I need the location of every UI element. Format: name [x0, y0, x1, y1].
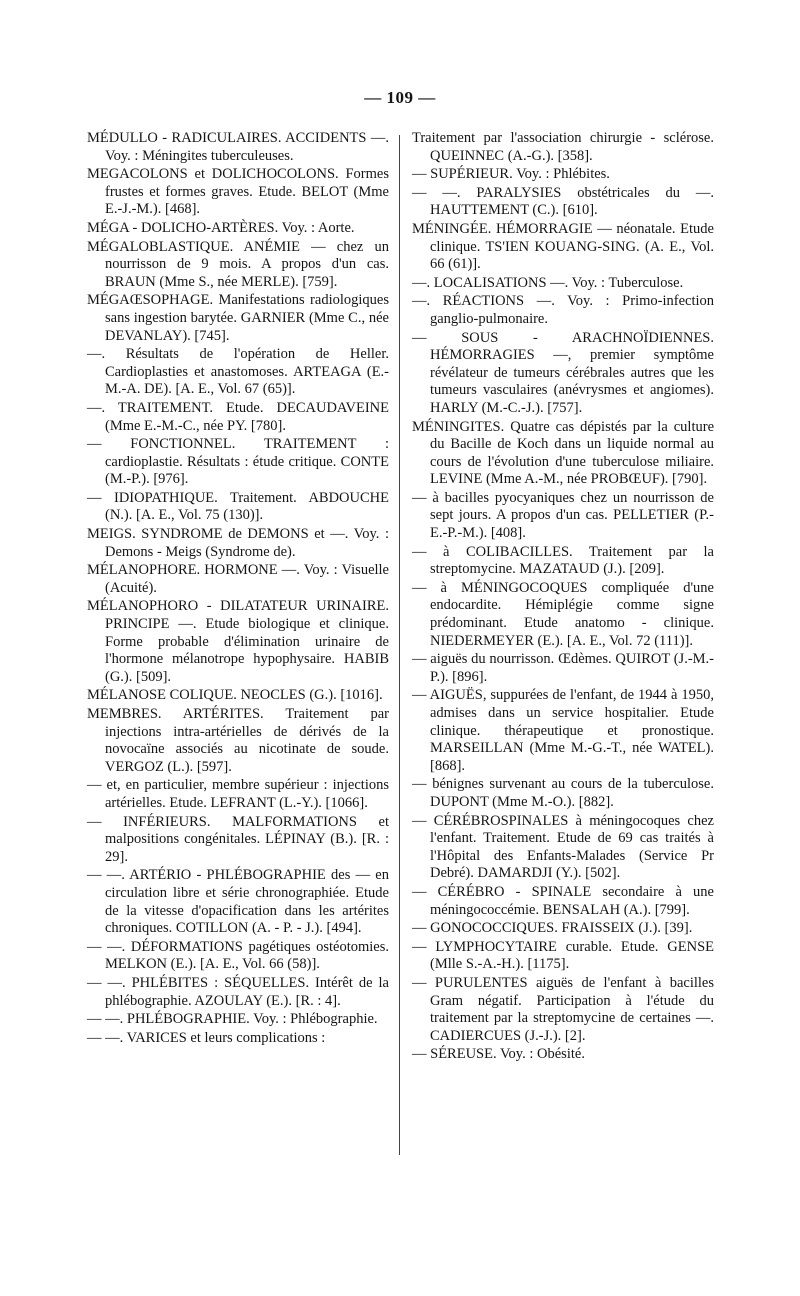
index-entry: —. Résultats de l'opération de Heller. Cardioplasties et anastomoses. ARTEAGA (E.-M.-A. DE). [A. E., Vol. 67 (65)]. — [87, 346, 389, 398]
index-entry: MÉNINGITES. Quatre cas dépistés par la culture du Bacille de Koch dans un liquide normal au cours de l'évolution d'une tuberculose miliaire. LEVINE (Mme A.-M., née PROBŒUF). [790]. — [412, 418, 714, 488]
column-divider — [399, 135, 400, 1155]
index-entry: —. TRAITEMENT. Etude. DECAUDAVEINE (Mme E.-M.-C., née PY. [780]. — [87, 399, 389, 434]
index-entry: —. LOCALISATIONS —. Voy. : Tuberculose. — [412, 274, 684, 291]
index-entry: — INFÉRIEURS. MALFORMATIONS et malpositions congénitales. LÉPINAY (B.). [R. : 29]. — [87, 813, 389, 865]
index-entry: — CÉRÉBRO - SPINALE secondaire à une méningococcémie. BENSALAH (A.). [799]. — [412, 883, 714, 918]
index-entry: MEGACOLONS et DOLICHOCOLONS. Formes frustes et formes graves. Etude. BELOT (Mme E.-J.-M.). [468]. — [87, 166, 389, 218]
index-entry: — aiguës du nourrisson. Œdèmes. QUIROT (J.-M.-P.). [896]. — [412, 651, 714, 685]
index-entry: — SOUS - ARACHNOÏDIENNES. HÉMORRAGIES —, premier symptôme révélateur de tumeurs cérébrales autres que les tumeurs vasculaires (anévrysmes et angiomes). HARLY (M.-C.-J.). [757]. — [412, 329, 714, 416]
index-entry: — FONCTIONNEL. TRAITEMENT : cardioplastie. Résultats : étude critique. CONTE (M.-P.). [976]. — [87, 436, 389, 488]
index-entry: MÉLANOPHORE. HORMONE —. Voy. : Visuelle (Acuité). — [87, 562, 389, 596]
index-entry: MÉGAŒSOPHAGE. Manifestations radiologiques sans ingestion barytée. GARNIER (Mme C., née DEVANLAY). [745]. — [87, 292, 389, 344]
index-entry: — bénignes survenant au cours de la tuberculose. DUPONT (Mme M.-O.). [882]. — [412, 776, 714, 810]
index-entry: — AIGUËS, suppurées de l'enfant, de 1944 à 1950, admises dans un service hospitalier. Etude clinique. thérapeutique et pronostique. MARSEILLAN (Mme M.-G.-T., née WATEL). [868]. — [412, 687, 714, 774]
index-entry: — LYMPHOCYTAIRE curable. Etude. GENSE (Mlle S.-A.-H.). [1175]. — [412, 938, 714, 973]
index-entry: — IDIOPATHIQUE. Traitement. ABDOUCHE (N.). [A. E., Vol. 75 (130)]. — [87, 489, 389, 524]
index-entry: MÉDULLO - RADICULAIRES. ACCIDENTS —. Voy. : Méningites tuberculeuses. — [87, 130, 389, 164]
index-entry: MÉNINGÉE. HÉMORRAGIE — néonatale. Etude clinique. TS'IEN KOUANG-SING. (A. E., Vol. 66 (61)]. — [412, 220, 714, 273]
index-entry: — CÉRÉBROSPINALES à méningocoques chez l'enfant. Traitement. Etude de 69 cas traités à l'Hôpital des Enfants-Malades (Service Pr Debré). DAMARDJI (Y.). [502]. — [412, 812, 714, 882]
index-entry: — à COLIBACILLES. Traitement par la streptomycine. MAZATAUD (J.). [209]. — [412, 543, 714, 578]
index-entry: MÉGALOBLASTIQUE. ANÉMIE — chez un nourrisson de 9 mois. A propos d'un cas. BRAUN (Mme S., née MERLE). [759]. — [87, 238, 389, 290]
index-entry: — —. ARTÉRIO - PHLÉBOGRAPHIE des — en circulation libre et série chronographiée. Etude de la vitesse d'opacification dans les artérites chroniques. COTILLON (A. - P. - J.). [494]. — [87, 867, 389, 937]
index-entry: — —. PHLÉBOGRAPHIE. Voy. : Phlébographie. — [87, 1011, 378, 1028]
index-entry: — et, en particulier, membre supérieur : injections artérielles. Etude. LEFRANT (L.-Y.). [1066]. — [87, 777, 389, 811]
index-entry: MÉLANOSE COLIQUE. NEOCLES (G.). [1016]. — [87, 687, 383, 704]
index-entry: — —. PARALYSIES obstétricales du —. HAUTTEMENT (C.). [610]. — [412, 184, 714, 219]
index-entry: — SUPÉRIEUR. Voy. : Phlébites. — [412, 166, 610, 183]
index-entry: — PURULENTES aiguës de l'enfant à bacilles Gram négatif. Participation à l'étude du traitement par la streptomycine de certaines —. CADIERCUES (J.-J.). [2]. — [412, 974, 714, 1044]
index-entry: MÉLANOPHORO - DILATATEUR URINAIRE. PRINCIPE —. Etude biologique et clinique. Forme probable d'élimination urinaire de l'hormone mélanotrope hypophysaire. HABIB (G.). [509]. — [87, 598, 389, 685]
index-entry: — —. PHLÉBITES : SÉQUELLES. Intérêt de la phlébographie. AZOULAY (E.). [R. : 4]. — [87, 974, 389, 1009]
index-entry: — —. VARICES et leurs complications : — [87, 1029, 326, 1046]
index-entry: — à bacilles pyocyaniques chez un nourrisson de sept jours. A propos d'un cas. PELLETIER (P.-E.-P.-M.). [408]. — [412, 489, 714, 542]
index-entry: MÉGA - DOLICHO-ARTÈRES. Voy. : Aorte. — [87, 219, 355, 236]
index-entry: — GONOCOCCIQUES. FRAISSEIX (J.). [39]. — [412, 920, 693, 937]
index-entry: Traitement par l'association chirurgie - sclérose. QUEINNEC (A.-G.). [358]. — [412, 130, 714, 164]
index-entry: —. RÉACTIONS —. Voy. : Primo-infection ganglio-pulmonaire. — [412, 293, 714, 327]
index-entry: — à MÉNINGOCOQUES compliquée d'une endocardite. Hémiplégie comme signe prédominant. Etude anatomo - clinique. NIEDERMEYER (E.). [A. E., Vol. 72 (111)]. — [412, 579, 714, 649]
left-column — [87, 130, 389, 1048]
index-entry: MEMBRES. ARTÉRITES. Traitement par injections intra-artérielles de dérivés de la novocaïne associés au nicotinate de soude. VERGOZ (L.). [597]. — [87, 706, 389, 775]
index-entry: — SÉREUSE. Voy. : Obésité. — [412, 1046, 585, 1063]
index-entry: — —. DÉFORMATIONS pagétiques ostéotomies. MELKON (E.). [A. E., Vol. 66 (58)]. — [87, 938, 389, 973]
right-column — [412, 130, 714, 1065]
index-entry: MEIGS. SYNDROME de DEMONS et —. Voy. : Demons - Meigs (Syndrome de). — [87, 526, 389, 560]
page-number: — 109 — — [364, 88, 436, 107]
